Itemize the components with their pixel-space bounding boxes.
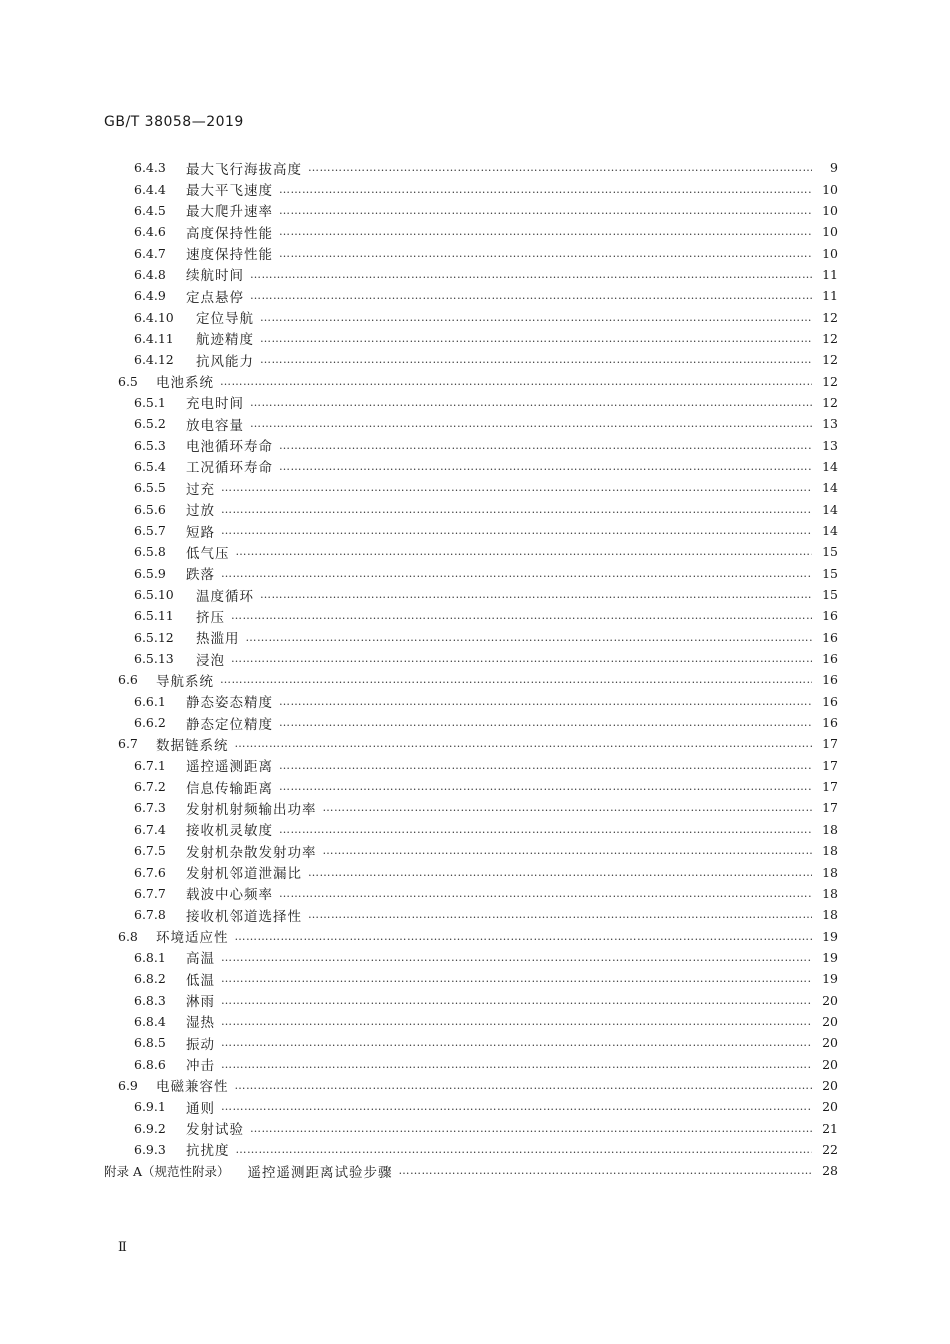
toc-section-title: 速度保持性能 [186, 247, 273, 264]
toc-entry[interactable] [118, 1075, 838, 1096]
toc-dot-leader [260, 353, 812, 366]
toc-dot-leader [221, 1100, 812, 1113]
toc-section-number: 6.4.7 [134, 245, 166, 261]
toc-section-number: 6.4.9 [134, 288, 166, 304]
toc-section-title: 电磁兼容性 [156, 1079, 229, 1096]
toc-entry[interactable] [134, 306, 838, 327]
toc-section-title: 发射机射频输出功率 [186, 801, 317, 818]
toc-dot-leader [221, 972, 812, 985]
toc-page-number: 18 [822, 885, 838, 901]
toc-dot-leader [221, 1036, 812, 1049]
toc-section-title: 最大平飞速度 [186, 183, 273, 200]
toc-entry[interactable] [134, 755, 838, 776]
toc-entry[interactable] [134, 563, 838, 584]
toc-section-title: 低气压 [186, 545, 230, 562]
toc-entry[interactable] [104, 1160, 838, 1181]
toc-section-number: 6.8.5 [134, 1035, 166, 1051]
toc-section-title: 高度保持性能 [186, 225, 273, 242]
toc-entry[interactable] [134, 200, 838, 221]
toc-entry[interactable] [134, 328, 838, 349]
toc-section-title: 跌落 [186, 567, 215, 584]
toc-dot-leader [279, 204, 812, 217]
toc-page-number: 17 [822, 779, 838, 795]
toc-dot-leader [221, 481, 812, 494]
toc-section-title: 淋雨 [186, 994, 215, 1011]
toc-entry[interactable] [134, 861, 838, 882]
toc-page-number: 10 [822, 181, 838, 197]
toc-section-number: 6.4.11 [134, 330, 174, 346]
toc-dot-leader [221, 503, 812, 516]
toc-row [0, 328, 950, 349]
toc-row [0, 541, 950, 562]
toc-section-title: 最大飞行海拔高度 [186, 161, 302, 178]
toc-entry[interactable] [134, 541, 838, 562]
toc-section-number: 6.8 [118, 928, 138, 944]
toc-section-title: 环境适应性 [156, 930, 229, 947]
toc-section-number: 6.5.7 [134, 523, 166, 539]
toc-row [0, 819, 950, 840]
toc-page-number: 19 [822, 949, 838, 965]
toc-section-number: 6.7 [118, 736, 138, 752]
toc-dot-leader [250, 289, 812, 302]
toc-row [0, 712, 950, 733]
toc-page-number: 16 [822, 651, 838, 667]
toc-row [0, 691, 950, 712]
toc-section-number: 6.4.5 [134, 202, 166, 218]
toc-dot-leader [399, 1164, 812, 1177]
toc-row [0, 797, 950, 818]
toc-entry[interactable] [134, 584, 838, 605]
toc-row [0, 178, 950, 199]
toc-page-number: 19 [822, 928, 838, 944]
toc-row [0, 306, 950, 327]
toc-entry[interactable] [134, 1096, 838, 1117]
toc-page-number: 14 [822, 458, 838, 474]
toc-page-number: 11 [822, 288, 838, 304]
toc-page-number: 12 [822, 394, 838, 410]
toc-dot-leader [323, 801, 813, 814]
toc-row [0, 477, 950, 498]
toc-dot-leader [260, 311, 812, 324]
toc-section-number: 附录 A（规范性附录） [104, 1163, 230, 1179]
toc-entry[interactable] [134, 1053, 838, 1074]
toc-row [0, 755, 950, 776]
toc-entry[interactable] [118, 669, 838, 690]
toc-page-number: 15 [822, 544, 838, 560]
toc-section-title: 抗扰度 [186, 1143, 230, 1160]
toc-entry[interactable] [134, 776, 838, 797]
toc-section-number: 6.6.1 [134, 693, 166, 709]
toc-page-number: 18 [822, 821, 838, 837]
toc-entry[interactable] [134, 605, 838, 626]
toc-section-title: 电池系统 [156, 375, 214, 392]
toc-section-number: 6.5.5 [134, 480, 166, 496]
toc-dot-leader [308, 161, 812, 174]
toc-row [0, 989, 950, 1010]
toc-section-title: 电池循环寿命 [186, 439, 273, 456]
toc-row [0, 1139, 950, 1160]
toc-entry[interactable] [134, 1139, 838, 1160]
toc-section-number: 6.5 [118, 373, 138, 389]
toc-entry[interactable] [118, 733, 838, 754]
toc-entry[interactable] [134, 499, 838, 520]
toc-page-number: 21 [822, 1120, 838, 1136]
toc-section-number: 6.5.9 [134, 565, 166, 581]
toc-page-number: 18 [822, 864, 838, 880]
toc-page-number: 16 [822, 672, 838, 688]
toc-section-title: 通则 [186, 1100, 215, 1117]
toc-dot-leader [231, 652, 812, 665]
toc-dot-leader [308, 908, 812, 921]
toc-dot-leader [221, 524, 812, 537]
toc-section-title: 抗风能力 [196, 353, 254, 370]
toc-dot-leader [221, 567, 812, 580]
toc-section-number: 6.7.5 [134, 843, 166, 859]
toc-section-number: 6.7.1 [134, 757, 166, 773]
toc-page-number: 12 [822, 330, 838, 346]
toc-dot-leader [250, 417, 812, 430]
toc-section-number: 6.7.2 [134, 779, 166, 795]
toc-page-number: 16 [822, 715, 838, 731]
toc-entry[interactable] [134, 221, 838, 242]
toc-section-number: 6.8.6 [134, 1056, 166, 1072]
toc-section-title: 静态姿态精度 [186, 695, 273, 712]
toc-row [0, 157, 950, 178]
toc-dot-leader [220, 673, 812, 686]
toc-entry[interactable] [134, 968, 838, 989]
toc-dot-leader [260, 332, 812, 345]
toc-section-number: 6.9.3 [134, 1141, 166, 1157]
toc-page-number: 19 [822, 971, 838, 987]
toc-row [0, 1075, 950, 1096]
toc-dot-leader [279, 780, 812, 793]
toc-row [0, 370, 950, 391]
toc-page-number: 14 [822, 523, 838, 539]
toc-entry[interactable] [118, 370, 838, 391]
toc-page-number: 18 [822, 843, 838, 859]
toc-section-title: 续航时间 [186, 268, 244, 285]
toc-dot-leader [250, 268, 812, 281]
toc-section-number: 6.7.6 [134, 864, 166, 880]
toc-page-number: 10 [822, 224, 838, 240]
toc-entry[interactable] [134, 413, 838, 434]
toc-entry[interactable] [134, 840, 838, 861]
toc-section-title: 放电容量 [186, 417, 244, 434]
toc-section-title: 数据链系统 [156, 737, 229, 754]
toc-row [0, 861, 950, 882]
toc-section-title: 遥控遥测距离 [186, 759, 273, 776]
toc-page-number: 15 [822, 565, 838, 581]
toc-dot-leader [279, 183, 812, 196]
toc-section-number: 6.6 [118, 672, 138, 688]
toc-entry[interactable] [134, 157, 838, 178]
toc-section-number: 6.4.8 [134, 266, 166, 282]
toc-entry[interactable] [134, 285, 838, 306]
toc-section-title: 振动 [186, 1036, 215, 1053]
toc-section-title: 接收机灵敏度 [186, 823, 273, 840]
toc-section-title: 湿热 [186, 1015, 215, 1032]
toc-entry[interactable] [134, 1117, 838, 1138]
toc-dot-leader [279, 439, 812, 452]
table-of-contents [0, 157, 950, 1182]
toc-page-number: 17 [822, 736, 838, 752]
toc-row [0, 563, 950, 584]
toc-page-number: 22 [822, 1141, 838, 1157]
toc-dot-leader [221, 1015, 812, 1028]
toc-row [0, 733, 950, 754]
toc-entry[interactable] [134, 1011, 838, 1032]
toc-section-number: 6.7.4 [134, 821, 166, 837]
toc-section-title: 航迹精度 [196, 332, 254, 349]
toc-section-title: 接收机邻道选择性 [186, 908, 302, 925]
toc-row [0, 840, 950, 861]
toc-section-number: 6.8.2 [134, 971, 166, 987]
toc-page-number: 16 [822, 608, 838, 624]
toc-row [0, 520, 950, 541]
toc-page-number: 16 [822, 693, 838, 709]
toc-section-title: 信息传输距离 [186, 780, 273, 797]
toc-section-title: 遥控遥测距离试验步骤 [247, 1164, 393, 1181]
toc-section-title: 热滥用 [196, 631, 240, 648]
toc-page-number: 12 [822, 309, 838, 325]
toc-dot-leader [279, 887, 812, 900]
toc-entry[interactable] [134, 883, 838, 904]
toc-page-number: 13 [822, 437, 838, 453]
toc-section-number: 6.5.3 [134, 437, 166, 453]
toc-page-number: 20 [822, 992, 838, 1008]
toc-entry[interactable] [134, 392, 838, 413]
toc-page-number: 14 [822, 501, 838, 517]
toc-entry[interactable] [134, 712, 838, 733]
toc-dot-leader [221, 994, 812, 1007]
toc-section-number: 6.9 [118, 1077, 138, 1093]
toc-entry[interactable] [134, 691, 838, 712]
toc-dot-leader [308, 866, 812, 879]
toc-section-title: 静态定位精度 [186, 716, 273, 733]
toc-section-number: 6.7.8 [134, 907, 166, 923]
toc-section-number: 6.7.3 [134, 800, 166, 816]
toc-row [0, 499, 950, 520]
toc-page-number: 20 [822, 1099, 838, 1115]
toc-section-number: 6.5.8 [134, 544, 166, 560]
toc-section-number: 6.5.2 [134, 416, 166, 432]
toc-row [0, 285, 950, 306]
toc-dot-leader [231, 609, 812, 622]
toc-section-number: 6.4.10 [134, 309, 174, 325]
toc-dot-leader [279, 247, 812, 260]
toc-dot-leader [246, 631, 813, 644]
toc-section-title: 定位导航 [196, 311, 254, 328]
toc-page-number: 15 [822, 587, 838, 603]
toc-section-number: 6.5.13 [134, 651, 174, 667]
toc-page-number: 12 [822, 352, 838, 368]
toc-section-title: 最大爬升速率 [186, 204, 273, 221]
toc-page-number: 9 [830, 160, 838, 176]
toc-entry[interactable] [134, 627, 838, 648]
toc-page-number: 20 [822, 1013, 838, 1029]
toc-row [0, 1117, 950, 1138]
toc-section-title: 冲击 [186, 1058, 215, 1075]
toc-entry[interactable] [134, 456, 838, 477]
toc-row [0, 776, 950, 797]
toc-page-number: 10 [822, 245, 838, 261]
toc-dot-leader [236, 545, 813, 558]
toc-row [0, 627, 950, 648]
toc-dot-leader [221, 951, 812, 964]
toc-dot-leader [220, 375, 812, 388]
toc-page-number: 16 [822, 629, 838, 645]
toc-row [0, 669, 950, 690]
toc-page-number: 14 [822, 480, 838, 496]
toc-dot-leader [250, 396, 812, 409]
toc-row [0, 584, 950, 605]
toc-entry[interactable] [134, 178, 838, 199]
toc-section-title: 浸泡 [196, 652, 225, 669]
toc-section-number: 6.5.11 [134, 608, 174, 624]
toc-section-number: 6.4.12 [134, 352, 174, 368]
toc-section-title: 短路 [186, 524, 215, 541]
page-number: Ⅱ [118, 1240, 127, 1255]
standard-code: GB/T 38058—2019 [104, 114, 244, 130]
toc-entry[interactable] [134, 1032, 838, 1053]
toc-dot-leader [250, 1122, 812, 1135]
toc-section-number: 6.6.2 [134, 715, 166, 731]
toc-dot-leader [279, 695, 812, 708]
toc-row [0, 200, 950, 221]
toc-section-title: 定点悬停 [186, 289, 244, 306]
toc-page-number: 20 [822, 1077, 838, 1093]
toc-section-title: 充电时间 [186, 396, 244, 413]
toc-row [0, 1011, 950, 1032]
toc-section-title: 发射试验 [186, 1122, 244, 1139]
toc-section-title: 挤压 [196, 609, 225, 626]
toc-section-title: 载波中心频率 [186, 887, 273, 904]
toc-page-number: 17 [822, 757, 838, 773]
toc-section-number: 6.7.7 [134, 885, 166, 901]
toc-section-number: 6.9.2 [134, 1120, 166, 1136]
toc-section-title: 导航系统 [156, 673, 214, 690]
toc-section-number: 6.5.6 [134, 501, 166, 517]
toc-section-title: 温度循环 [196, 588, 254, 605]
toc-entry[interactable] [134, 242, 838, 263]
toc-row [0, 1032, 950, 1053]
toc-section-number: 6.4.4 [134, 181, 166, 197]
toc-section-number: 6.9.1 [134, 1099, 166, 1115]
toc-row [0, 264, 950, 285]
toc-section-number: 6.4.3 [134, 160, 166, 176]
toc-row [0, 925, 950, 946]
toc-row [0, 947, 950, 968]
toc-page-number: 11 [822, 266, 838, 282]
toc-entry[interactable] [134, 947, 838, 968]
toc-section-number: 6.4.6 [134, 224, 166, 240]
toc-entry[interactable] [134, 989, 838, 1010]
toc-section-number: 6.5.10 [134, 587, 174, 603]
toc-section-title: 过放 [186, 503, 215, 520]
toc-dot-leader [221, 1058, 812, 1071]
toc-row [0, 904, 950, 925]
toc-row [0, 1053, 950, 1074]
toc-entry[interactable] [134, 797, 838, 818]
toc-section-number: 6.5.1 [134, 394, 166, 410]
toc-dot-leader [323, 844, 813, 857]
toc-row [0, 1160, 950, 1181]
toc-page-number: 10 [822, 202, 838, 218]
toc-dot-leader [235, 1079, 813, 1092]
toc-dot-leader [235, 930, 813, 943]
toc-section-title: 过充 [186, 481, 215, 498]
toc-entry[interactable] [134, 904, 838, 925]
toc-section-number: 6.8.1 [134, 949, 166, 965]
toc-row [0, 456, 950, 477]
toc-entry[interactable] [134, 520, 838, 541]
toc-page-number: 20 [822, 1056, 838, 1072]
toc-dot-leader [236, 1143, 813, 1156]
toc-section-title: 工况循环寿命 [186, 460, 273, 477]
toc-row [0, 392, 950, 413]
toc-page-number: 17 [822, 800, 838, 816]
toc-entry[interactable] [134, 477, 838, 498]
toc-row [0, 221, 950, 242]
toc-dot-leader [279, 225, 812, 238]
toc-section-number: 6.8.3 [134, 992, 166, 1008]
toc-row [0, 1096, 950, 1117]
toc-section-title: 发射机邻道泄漏比 [186, 866, 302, 883]
toc-section-title: 发射机杂散发射功率 [186, 844, 317, 861]
toc-dot-leader [279, 823, 812, 836]
toc-entry[interactable] [134, 349, 838, 370]
toc-entry[interactable] [118, 925, 838, 946]
toc-section-number: 6.5.12 [134, 629, 174, 645]
toc-page-number: 20 [822, 1035, 838, 1051]
toc-dot-leader [260, 588, 812, 601]
toc-entry[interactable] [134, 434, 838, 455]
toc-entry[interactable] [134, 819, 838, 840]
toc-row [0, 349, 950, 370]
toc-dot-leader [279, 460, 812, 473]
toc-entry[interactable] [134, 648, 838, 669]
toc-page-number: 28 [822, 1163, 838, 1179]
toc-row [0, 968, 950, 989]
toc-section-number: 6.8.4 [134, 1013, 166, 1029]
toc-section-title: 低温 [186, 972, 215, 989]
toc-row [0, 434, 950, 455]
toc-row [0, 648, 950, 669]
toc-dot-leader [235, 737, 813, 750]
toc-entry[interactable] [134, 264, 838, 285]
toc-page-number: 13 [822, 416, 838, 432]
toc-section-number: 6.5.4 [134, 458, 166, 474]
toc-page-number: 12 [822, 373, 838, 389]
toc-section-title: 高温 [186, 951, 215, 968]
toc-row [0, 413, 950, 434]
toc-row [0, 883, 950, 904]
toc-dot-leader [279, 716, 812, 729]
toc-row [0, 605, 950, 626]
toc-row [0, 242, 950, 263]
toc-page-number: 18 [822, 907, 838, 923]
toc-dot-leader [279, 759, 812, 772]
